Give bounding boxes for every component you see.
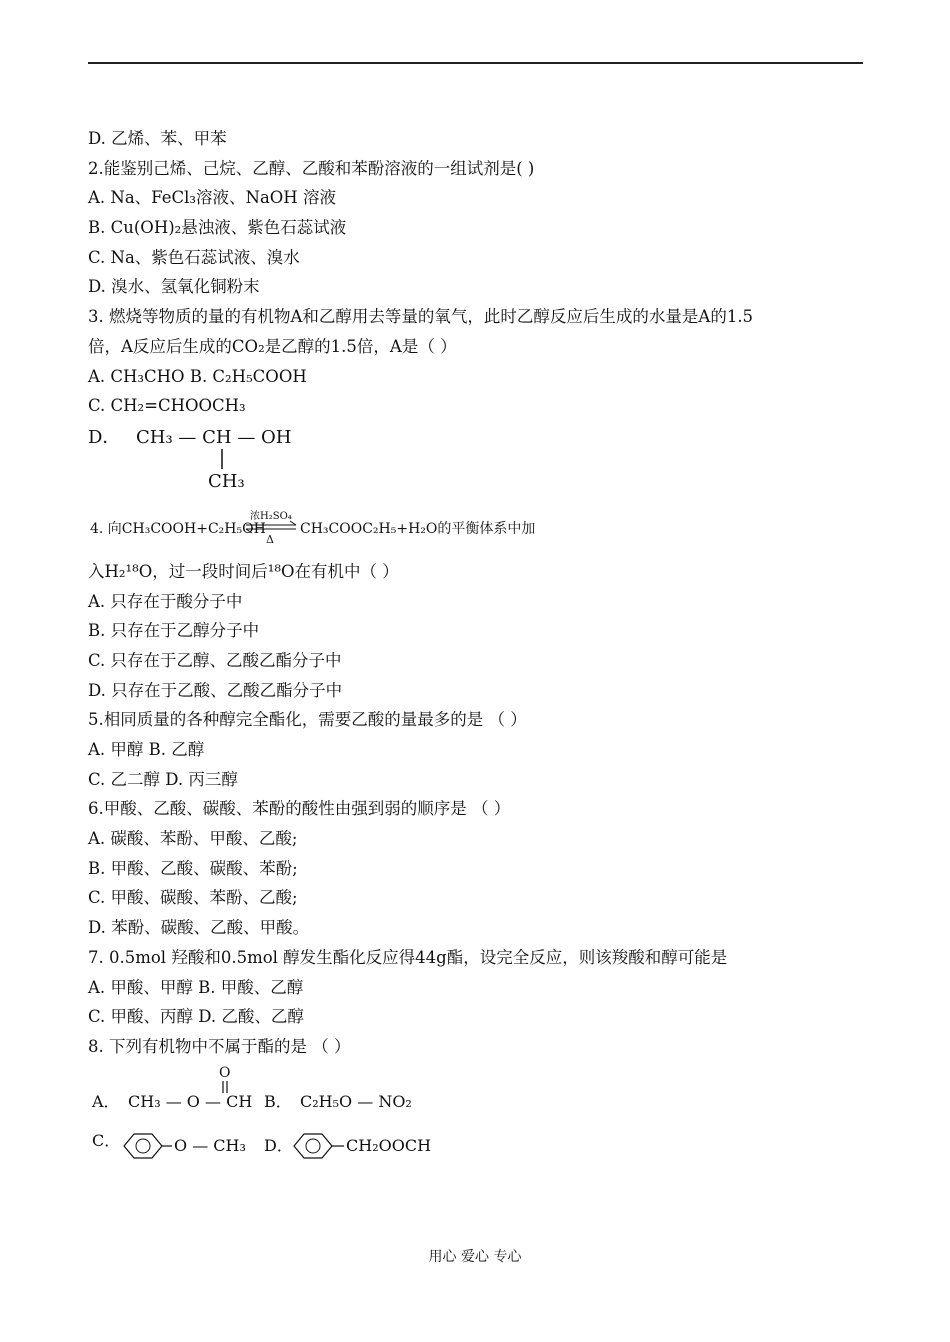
- q4-option-b: B. 只存在于乙醇分子中: [88, 621, 260, 641]
- q4-left: 4. 向CH₃COOH+C₂H₅OH: [90, 520, 266, 537]
- q4-heat: Δ: [266, 532, 274, 546]
- question-6: 6.甲酸、乙酸、碳酸、苯酚的酸性由强到弱的顺序是 （ ）: [88, 799, 511, 819]
- q2-option-d: D. 溴水、氢氧化铜粉末: [88, 277, 260, 297]
- document-body: [88, 124, 878, 1172]
- q5-options-ab: A. 甲醇 B. 乙醇: [88, 740, 205, 759]
- q6-option-c: C. 甲酸、碳酸、苯酚、乙酸;: [88, 888, 298, 908]
- q4-equation: [88, 505, 878, 557]
- q8-a-formula: CH₃ — O — CH: [128, 1091, 253, 1111]
- q4-option-c: C. 只存在于乙醇、乙酸乙酯分子中: [88, 650, 342, 670]
- q7-options-cd: C. 甲酸、丙醇 D. 乙酸、乙醇: [88, 1007, 304, 1027]
- question-4-cont: 入H₂¹⁸O，过一段时间后¹⁸O在有机中（ ）: [88, 561, 399, 581]
- q2-option-b: B. Cu(OH)₂悬浊液、紫色石蕊试液: [88, 218, 347, 238]
- q3-d-branch: CH₃: [208, 470, 245, 492]
- q6-option-d: D. 苯酚、碳酸、乙酸、甲酸。: [88, 918, 310, 938]
- q8-d-formula: CH₂OOCH: [346, 1135, 432, 1155]
- q6-option-b: B. 甲酸、乙酸、碳酸、苯酚;: [88, 858, 298, 878]
- q8-a-carbonyl-o: O: [219, 1064, 231, 1081]
- question-5: 5.相同质量的各种醇完全酯化，需要乙酸的量最多的是 （ ）: [88, 710, 527, 730]
- question-2: 2.能鉴别己烯、己烷、乙醇、乙酸和苯酚溶液的一组试剂是( ): [88, 158, 535, 178]
- q4-option-a: A. 只存在于酸分子中: [88, 591, 243, 611]
- q8-c-formula: O — CH₃: [174, 1135, 246, 1155]
- question-8: 8. 下列有机物中不属于酯的是 （ ）: [88, 1036, 351, 1056]
- q3-d-label: D．: [88, 426, 121, 448]
- q7-options-ab: A. 甲酸、甲醇 B. 甲酸、乙醇: [88, 977, 304, 997]
- page-footer: 用心 爱心 专心: [428, 1249, 522, 1265]
- q3-d-main-chain: CH₃ — CH — OH: [136, 426, 292, 448]
- q8-structures: [88, 1062, 878, 1172]
- q5-options-cd: C. 乙二醇 D. 丙三醇: [88, 769, 238, 789]
- q4-catalyst: 浓H₂SO₄: [250, 510, 292, 522]
- q2-option-c: C. Na、紫色石蕊试液、溴水: [88, 247, 300, 267]
- q6-option-a: A. 碳酸、苯酚、甲酸、乙酸;: [88, 829, 298, 849]
- question-7: 7. 0.5mol 羟酸和0.5mol 醇发生酯化反应得44g酯，设完全反应，则该羧酸和醇可能是: [88, 947, 728, 967]
- q3-option-d-structure: [88, 421, 878, 505]
- q8-a-label: A．: [92, 1091, 120, 1111]
- text-line: D. 乙烯、苯、甲苯: [88, 129, 227, 148]
- q8-c-label: C．: [92, 1130, 121, 1150]
- q3-option-c: C. CH₂=CHOOCH₃: [88, 396, 246, 416]
- header-rule: [88, 62, 863, 64]
- q3-options-ab: A. CH₃CHO B. C₂H₅COOH: [88, 366, 307, 386]
- q8-b-label: B．: [264, 1091, 292, 1111]
- q8-d-label: D．: [264, 1135, 293, 1155]
- q2-option-a: A. Na、FeCl₃溶液、NaOH 溶液: [88, 188, 336, 208]
- q4-option-d: D. 只存在于乙酸、乙酸乙酯分子中: [88, 680, 343, 700]
- q4-right: CH₃COOC₂H₅+H₂O的平衡体系中加: [300, 520, 536, 537]
- question-3-cont: 倍，A反应后生成的CO₂是乙醇的1.5倍，A是（ ）: [88, 336, 457, 356]
- q8-d-benzene-ring: [294, 1134, 332, 1158]
- q8-b-formula: C₂H₅O — NO₂: [300, 1091, 412, 1111]
- q8-c-benzene-ring: [124, 1134, 162, 1158]
- question-3: 3. 燃烧等物质的量的有机物A和乙醇用去等量的氧气，此时乙醇反应后生成的水量是A的1.5: [88, 307, 754, 327]
